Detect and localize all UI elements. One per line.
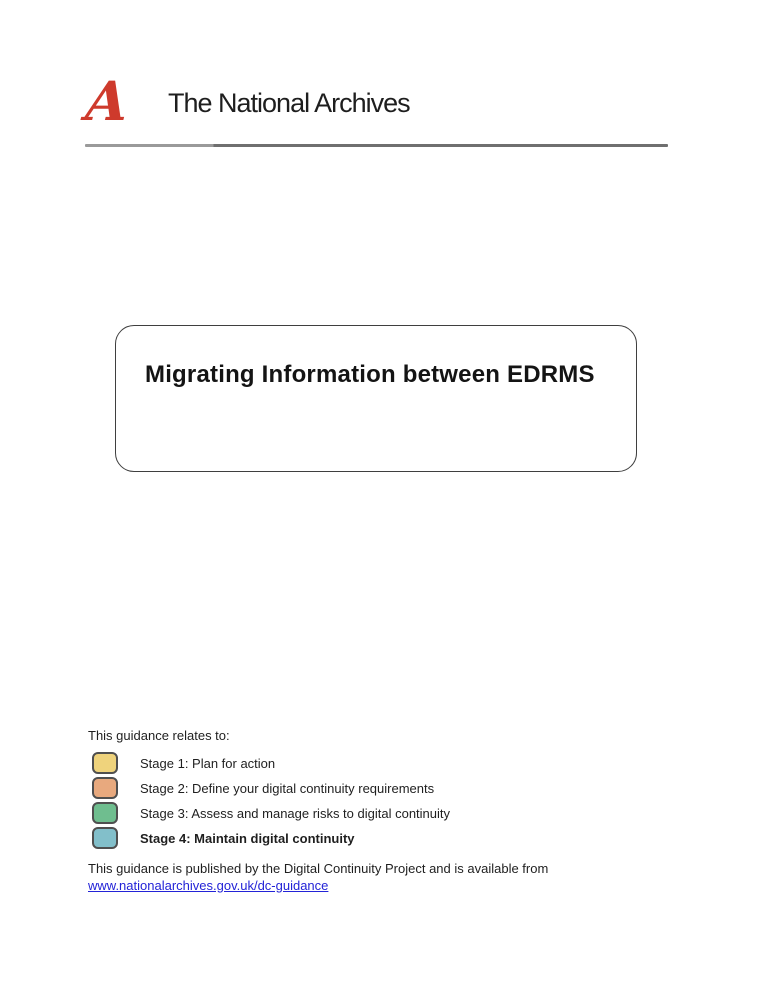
- national-archives-logo-icon: A: [83, 69, 131, 133]
- logo-wordmark: The National Archives: [168, 88, 410, 118]
- header-divider: [85, 144, 668, 147]
- footer-text: This guidance is published by the Digital Continuity Project and is available from: [88, 861, 549, 876]
- stage3-label: Stage 3: Assess and manage risks to digital continuity: [140, 806, 451, 821]
- document-title: Migrating Information between EDRMS: [145, 361, 595, 388]
- stage2-color-swatch: [92, 777, 118, 799]
- title-box: [115, 325, 637, 472]
- stage1-label: Stage 1: Plan for action: [140, 756, 276, 771]
- stage1-color-swatch: [92, 752, 118, 774]
- stage4-color-swatch: [92, 827, 118, 849]
- stage4-label: Stage 4: Maintain digital continuity: [140, 831, 355, 846]
- footer: [88, 861, 648, 894]
- stages-intro-text: This guidance relates to:: [88, 728, 230, 743]
- stage3-color-swatch: [92, 802, 118, 824]
- stage2-label: Stage 2: Define your digital continuity requirements: [140, 781, 435, 796]
- guidance-link[interactable]: www.nationalarchives.gov.uk/dc-guidance: [88, 877, 329, 893]
